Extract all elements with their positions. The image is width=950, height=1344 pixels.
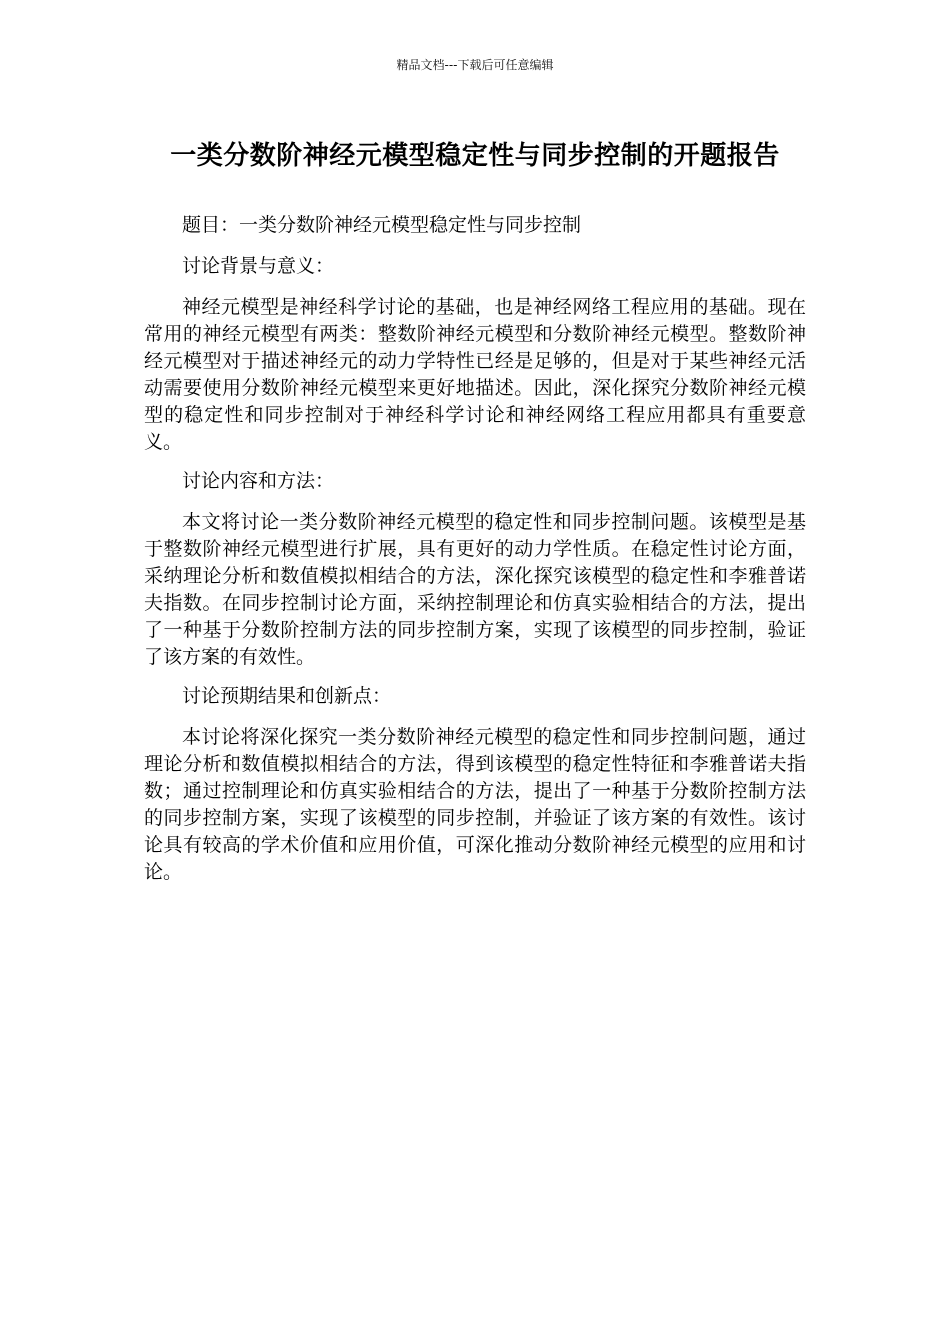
topic-line: 题目：一类分数阶神经元模型稳定性与同步控制 [182, 214, 582, 236]
section-heading-background: 讨论背景与意义： [182, 255, 335, 277]
section-paragraph-content-methods: 本文将讨论一类分数阶神经元模型的稳定性和同步控制问题。该模型是基于整数阶神经元模型进行扩展，具有更好的动力学性质。在稳定性讨论方面，采纳理论分析和数值模拟相结合的方法，深化探究该模型的稳定性和李雅普诺夫指数。在同步控制讨论方面，采纳控制理论和仿真实验相结合的方法，提出了一种基于分数阶控制方法的同步控制方案，实现了该模型的同步控制，验证了该方案的有效性。 [144, 511, 806, 668]
header-note: 精品文档---下载后可任意编辑 [396, 58, 554, 72]
section-heading-expected-results: 讨论预期结果和创新点： [182, 685, 392, 707]
document-title: 一类分数阶神经元模型稳定性与同步控制的开题报告 [170, 141, 780, 171]
document-body [144, 212, 806, 898]
section-paragraph-background: 神经元模型是神经科学讨论的基础，也是神经网络工程应用的基础。现在常用的神经元模型有两类：整数阶神经元模型和分数阶神经元模型。整数阶神经元模型对于描述神经元的动力学特性已经是足够的，但是对于某些神经元活动需要使用分数阶神经元模型来更好地描述。因此，深化探究分数阶神经元模型的稳定性和同步控制对于神经科学讨论和神经网络工程应用都具有重要意义。 [144, 296, 806, 453]
section-paragraph-expected-results: 本讨论将深化探究一类分数阶神经元模型的稳定性和同步控制问题，通过理论分析和数值模拟相结合的方法，得到该模型的稳定性特征和李雅普诺夫指数；通过控制理论和仿真实验相结合的方法，提出了一种基于分数阶控制方法的同步控制方案，实现了该模型的同步控制，并验证了该方案的有效性。该讨论具有较高的学术价值和应用价值，可深化推动分数阶神经元模型的应用和讨论。 [144, 726, 806, 883]
section-heading-content-methods: 讨论内容和方法： [182, 470, 335, 492]
